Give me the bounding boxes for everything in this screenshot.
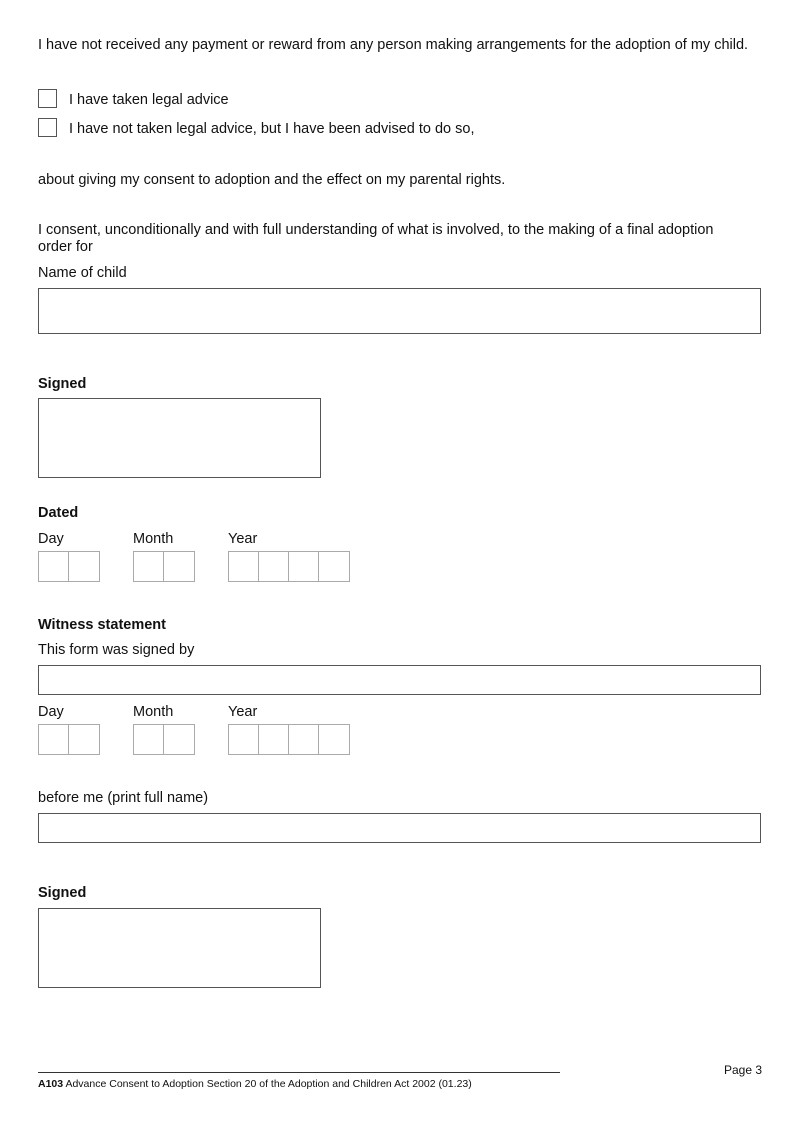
dated-month-field[interactable] xyxy=(133,551,195,582)
witness-day-label: Day xyxy=(38,704,64,720)
consent-text-line1: I consent, unconditionally and with full understanding of what is involved, to the making of a final adoption xyxy=(38,222,714,238)
about-consent-text: about giving my consent to adoption and the effect on my parental rights. xyxy=(38,172,506,188)
digit-cell[interactable] xyxy=(164,552,194,581)
digit-cell[interactable] xyxy=(229,725,259,754)
dated-heading: Dated xyxy=(38,505,79,521)
digit-cell[interactable] xyxy=(259,725,289,754)
legal-advice-not-taken-checkbox[interactable] xyxy=(38,118,57,137)
before-me-field[interactable] xyxy=(38,813,761,843)
signed-by-label: This form was signed by xyxy=(38,642,195,658)
no-payment-statement: I have not received any payment or reward from any person making arrangements for the adoption of my child. xyxy=(38,37,749,53)
footer-form-code: A103 xyxy=(38,1078,64,1090)
dated-year-label: Year xyxy=(228,531,258,547)
witness-year-label: Year xyxy=(228,704,258,720)
consent-text-line2: order for xyxy=(38,239,93,255)
footer-form-title: Advance Consent to Adoption Section 20 of the Adoption and Children Act 2002 (01.23) xyxy=(65,1078,472,1090)
witness-signature-box[interactable] xyxy=(38,908,321,988)
name-of-child-field[interactable] xyxy=(38,288,761,334)
signed-label: Signed xyxy=(38,376,87,392)
dated-year-field[interactable] xyxy=(228,551,350,582)
page-number: Page 3 xyxy=(724,1063,763,1077)
witness-heading: Witness statement xyxy=(38,617,166,633)
digit-cell[interactable] xyxy=(289,725,319,754)
legal-advice-taken-checkbox[interactable] xyxy=(38,89,57,108)
digit-cell[interactable] xyxy=(319,552,349,581)
dated-day-field[interactable] xyxy=(38,551,100,582)
digit-cell[interactable] xyxy=(164,725,194,754)
digit-cell[interactable] xyxy=(259,552,289,581)
digit-cell[interactable] xyxy=(39,725,69,754)
digit-cell[interactable] xyxy=(39,552,69,581)
witness-month-field[interactable] xyxy=(133,724,195,755)
digit-cell[interactable] xyxy=(69,552,99,581)
witness-year-field[interactable] xyxy=(228,724,350,755)
legal-advice-taken-label: I have taken legal advice xyxy=(69,92,229,108)
dated-day-label: Day xyxy=(38,531,64,547)
digit-cell[interactable] xyxy=(69,725,99,754)
digit-cell[interactable] xyxy=(289,552,319,581)
footer-divider xyxy=(38,1072,560,1073)
witness-day-field[interactable] xyxy=(38,724,100,755)
witness-signed-label: Signed xyxy=(38,885,87,901)
footer-form-reference xyxy=(38,1078,472,1091)
before-me-label: before me (print full name) xyxy=(38,790,209,806)
digit-cell[interactable] xyxy=(134,552,164,581)
dated-month-label: Month xyxy=(133,531,174,547)
digit-cell[interactable] xyxy=(134,725,164,754)
witness-month-label: Month xyxy=(133,704,174,720)
legal-advice-not-taken-label: I have not taken legal advice, but I have been advised to do so, xyxy=(69,121,475,137)
name-of-child-label: Name of child xyxy=(38,265,127,281)
digit-cell[interactable] xyxy=(319,725,349,754)
digit-cell[interactable] xyxy=(229,552,259,581)
signed-by-field[interactable] xyxy=(38,665,761,695)
parent-signature-box[interactable] xyxy=(38,398,321,478)
